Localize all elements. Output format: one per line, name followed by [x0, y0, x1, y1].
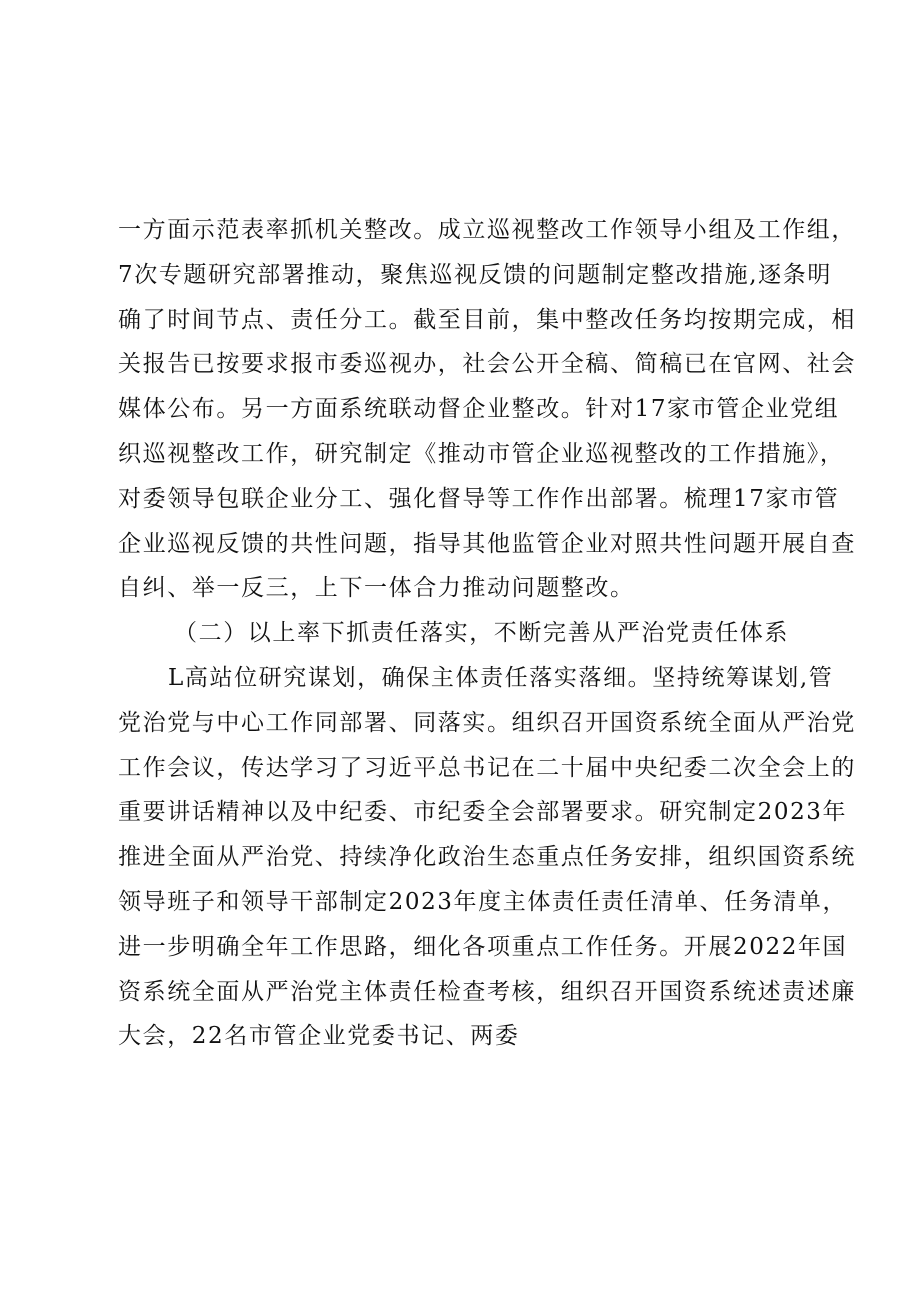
text-line: 重要讲话精神以及中纪委、市纪委全会部署要求。研究制定2023年	[118, 799, 848, 826]
text-line: 一方面示范表率抓机关整改。成立巡视整改工作领导小组及工作组，	[118, 217, 856, 243]
text-line: 党治党与中心工作同部署、同落实。组织召开国资系统全面从严治党	[118, 709, 856, 736]
text-line: 进一步明确全年工作思路，细化各项重点工作任务。开展2022年国	[118, 933, 848, 960]
document-body	[118, 208, 856, 1059]
text-line: 工作会议，传达学习了习近平总书记在二十届中央纪委二次全会上的	[118, 754, 856, 781]
text-line: 媒体公布。另一方面系统联动督企业整改。针对17家市管企业党组	[118, 396, 840, 423]
paragraph-responsibility	[118, 656, 856, 1059]
text-line: 7次专题研究部署推动，聚焦巡视反馈的问题制定整改措施,逐条明	[118, 261, 832, 288]
text-line: 企业巡视反馈的共性问题，指导其他监管企业对照共性问题开展自查	[118, 530, 856, 557]
text-line: 资系统全面从严治党主体责任检查考核，组织召开国资系统述责述廉	[118, 978, 856, 1005]
text-line: 领导班子和领导干部制定2023年度主体责任责任清单、任务清单，	[118, 888, 848, 915]
text-line: 对委领导包联企业分工、强化督导等工作作出部署。梳理17家市管	[118, 485, 840, 512]
text-line: 推进全面从严治党、持续净化政治生态重点任务安排，组织国资系统	[118, 844, 856, 871]
text-line: 确了时间节点、责任分工。截至目前，集中整改任务均按期完成，相	[118, 306, 856, 333]
text-line: 织巡视整改工作，研究制定《推动市管企业巡视整改的工作措施》，	[118, 440, 845, 467]
text-line: 大会，22名市管企业党委书记、两委	[118, 1023, 520, 1050]
paragraph-continuation	[118, 208, 856, 611]
text-line: L高站位研究谋划，确保主体责任落实落细。坚持统筹谋划,管	[168, 664, 834, 691]
text-line: 关报告已按要求报市委巡视办，社会公开全稿、简稿已在官网、社会	[118, 351, 856, 378]
text-line: 自纠、举一反三，上下一体合力推动问题整改。	[118, 575, 635, 602]
section-heading: （二）以上率下抓责任落实，不断完善从严治党责任体系	[174, 620, 789, 647]
